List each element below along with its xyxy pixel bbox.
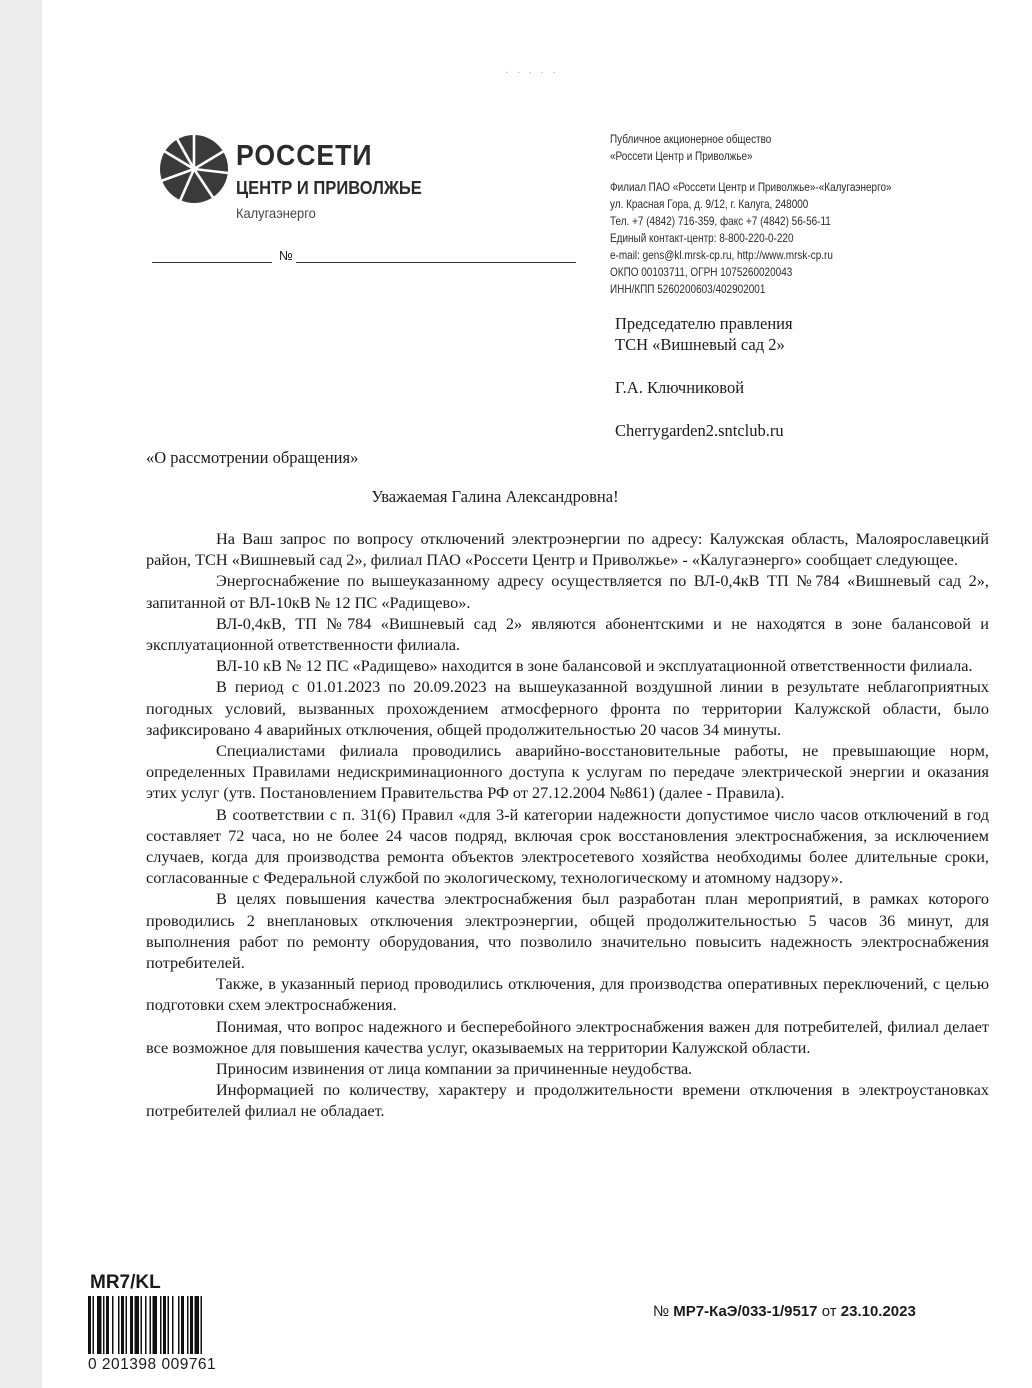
addressee-site: Cherrygarden2.sntclub.ru xyxy=(615,421,784,440)
addressee-line2: ТСН «Вишневый сад 2» xyxy=(615,335,785,354)
barcode-number: 0 201398 009761 xyxy=(88,1356,217,1373)
paragraph: Также, в указанный период проводились отключения, для производства оперативных переключений, с целью подготовки схем электроснабжения. xyxy=(146,974,989,1015)
company-line: ул. Красная Гора, д. 9/12, г. Калуга, 248000 xyxy=(610,198,809,211)
paragraph: Специалистами филиала проводились аварийно-восстановительные работы, не превышающие норм, определенных Правилами недискриминационного доступа к услугам по передаче электрической энергии и оказания этих услуг (утв. Постановлением Правительства РФ от 27.12.2004 №861) (далее - Правила). xyxy=(146,741,989,803)
company-info xyxy=(610,131,892,298)
barcode-bar xyxy=(187,1296,189,1354)
company-line: Публичное акционерное общество xyxy=(610,133,772,146)
scan-artifact: · · · · · xyxy=(505,68,559,79)
paragraph: ВЛ-10 кВ № 12 ПС «Радищево» находится в зоне балансовой и эксплуатационной ответственности филиала. xyxy=(216,656,973,676)
paragraph: Информацией по количеству, характеру и продолжительности времени отключения в электроустановках потребителей филиал не обладает. xyxy=(146,1080,989,1121)
company-line: e-mail: gens@kl.mrsk-cp.ru, http://www.mrsk-cp.ru xyxy=(610,249,833,262)
barcode-bar xyxy=(126,1296,128,1354)
reg-date: 23.10.2023 xyxy=(840,1303,916,1320)
outgoing-number-field xyxy=(152,246,576,264)
reg-number: МР7-КаЭ/033-1/9517 xyxy=(673,1303,818,1320)
brand-branch: Калугаэнерго xyxy=(236,205,316,221)
brand-subtitle: ЦЕНТР И ПРИВОЛЖЬЕ xyxy=(236,178,422,198)
rosseti-logo-icon xyxy=(158,133,230,205)
barcode-bar xyxy=(93,1296,95,1354)
barcode-bar xyxy=(135,1296,140,1354)
company-line: Тел. +7 (4842) 716-359, факс +7 (4842) 56-56-11 xyxy=(610,215,831,228)
paragraph: На Ваш запрос по вопросу отключений электроэнергии по адресу: Калужская область, Малоярославецкий район, ТСН «Вишневый сад 2», филиал ПАО «Россети Центр и Приволжье» - «Калугаэнерго» сообщает следующее. xyxy=(146,529,989,570)
addressee-name: Г.А. Ключниковой xyxy=(615,378,745,397)
addressee-line1: Председателю правления xyxy=(615,314,793,333)
barcode-bar xyxy=(153,1296,158,1354)
barcode-bar xyxy=(160,1296,162,1354)
letter-subject: «О рассмотрении обращения» xyxy=(146,448,359,467)
paragraph: ВЛ-0,4кВ, ТП №784 «Вишневый сад 2» являются абонентскими и не находятся в зоне балансовой и эксплуатационной ответственности филиала. xyxy=(146,613,989,655)
company-line: ОКПО 00103711, ОГРН 1075260020043 xyxy=(610,266,793,279)
barcode-bar xyxy=(172,1296,174,1354)
paragraph: В период с 01.01.2023 по 20.09.2023 на вышеуказанной воздушной линии в результате неблагоприятных погодных условий, вызванных прохождением атмосферного фронта по территории Калужской области, было зафиксировано 4 аварийных отключения, общей продолжительностью 20 часов 34 минуты. xyxy=(146,677,989,739)
paragraph: В соответствии с п. 31(6) Правил «для 3-й категории надежности допустимое число часов отключений в год составляет 72 часа, но не более 24 часов подряд, включая срок восстановления электроснабжения, за исключением случаев, когда для производства ремонта объектов электросетевого хозяйства необходимы более длительные сроки, согласованные с Федеральной службой по экологическому, технологическому и атомному надзору». xyxy=(146,804,989,888)
barcode-bar xyxy=(195,1296,200,1354)
barcode-bar xyxy=(168,1296,170,1354)
paragraph: Приносим извинения от лица компании за причиненные неудобства. xyxy=(216,1059,693,1079)
addressee-block xyxy=(615,313,793,441)
barcode-bar xyxy=(97,1296,102,1354)
barcode-bar xyxy=(178,1296,180,1354)
paragraph: Понимая, что вопрос надежного и бесперебойного электроснабжения важен для потребителей, филиал делает все возможное для повышения качества услуг, оказываемых на территории Калужской области. xyxy=(146,1016,989,1057)
reg-prefix: № xyxy=(653,1303,670,1320)
barcode-bar xyxy=(141,1296,143,1354)
paragraph: В целях повышения качества электроснабжения был разработан план мероприятий, в рамках которого проводились 2 внеплановых отключения электроэнергии, общей продолжительностью 5 часов 36 минут, для выполнения работ по ремонту оборудования, что позволило значительно повысить надежность электроснабжения потребителей. xyxy=(146,889,989,973)
number-sign: № xyxy=(279,248,293,263)
barcode-bar xyxy=(118,1296,120,1354)
company-line: Филиал ПАО «Россети Центр и Приволжье»-«Калугаэнерго» xyxy=(610,181,892,194)
barcode-bar xyxy=(112,1296,114,1354)
registration-number xyxy=(653,1303,916,1320)
greeting: Уважаемая Галина Александровна! xyxy=(371,487,619,506)
barcode-bar xyxy=(201,1296,203,1354)
barcode-bar xyxy=(103,1296,105,1354)
barcode-bar xyxy=(163,1296,166,1354)
barcode-bar xyxy=(88,1296,91,1354)
document-code: MR7/KL xyxy=(90,1272,161,1293)
barcode-bar xyxy=(121,1296,124,1354)
company-line: ИНН/КПП 5260200603/402902001 xyxy=(610,283,766,296)
barcode-bar xyxy=(106,1296,109,1354)
barcode-icon xyxy=(88,1296,238,1354)
barcode-bar xyxy=(190,1296,193,1354)
barcode-bar xyxy=(130,1296,133,1354)
reg-date-prefix: от xyxy=(821,1303,837,1320)
barcode-bar xyxy=(181,1296,184,1354)
barcode-bar xyxy=(145,1296,147,1354)
letter-body xyxy=(146,528,989,1122)
company-line: Единый контакт-центр: 8-800-220-0-220 xyxy=(610,232,794,245)
barcode-bar xyxy=(150,1296,152,1354)
brand-name: РОССЕТИ xyxy=(236,140,373,172)
company-line: «Россети Центр и Приволжье» xyxy=(610,150,753,163)
paragraph: Энергоснабжение по вышеуказанному адресу осуществляется по ВЛ-0,4кВ ТП №784 «Вишневый сад 2», запитанной от ВЛ-10кВ № 12 ПС «Радищево». xyxy=(146,571,989,612)
